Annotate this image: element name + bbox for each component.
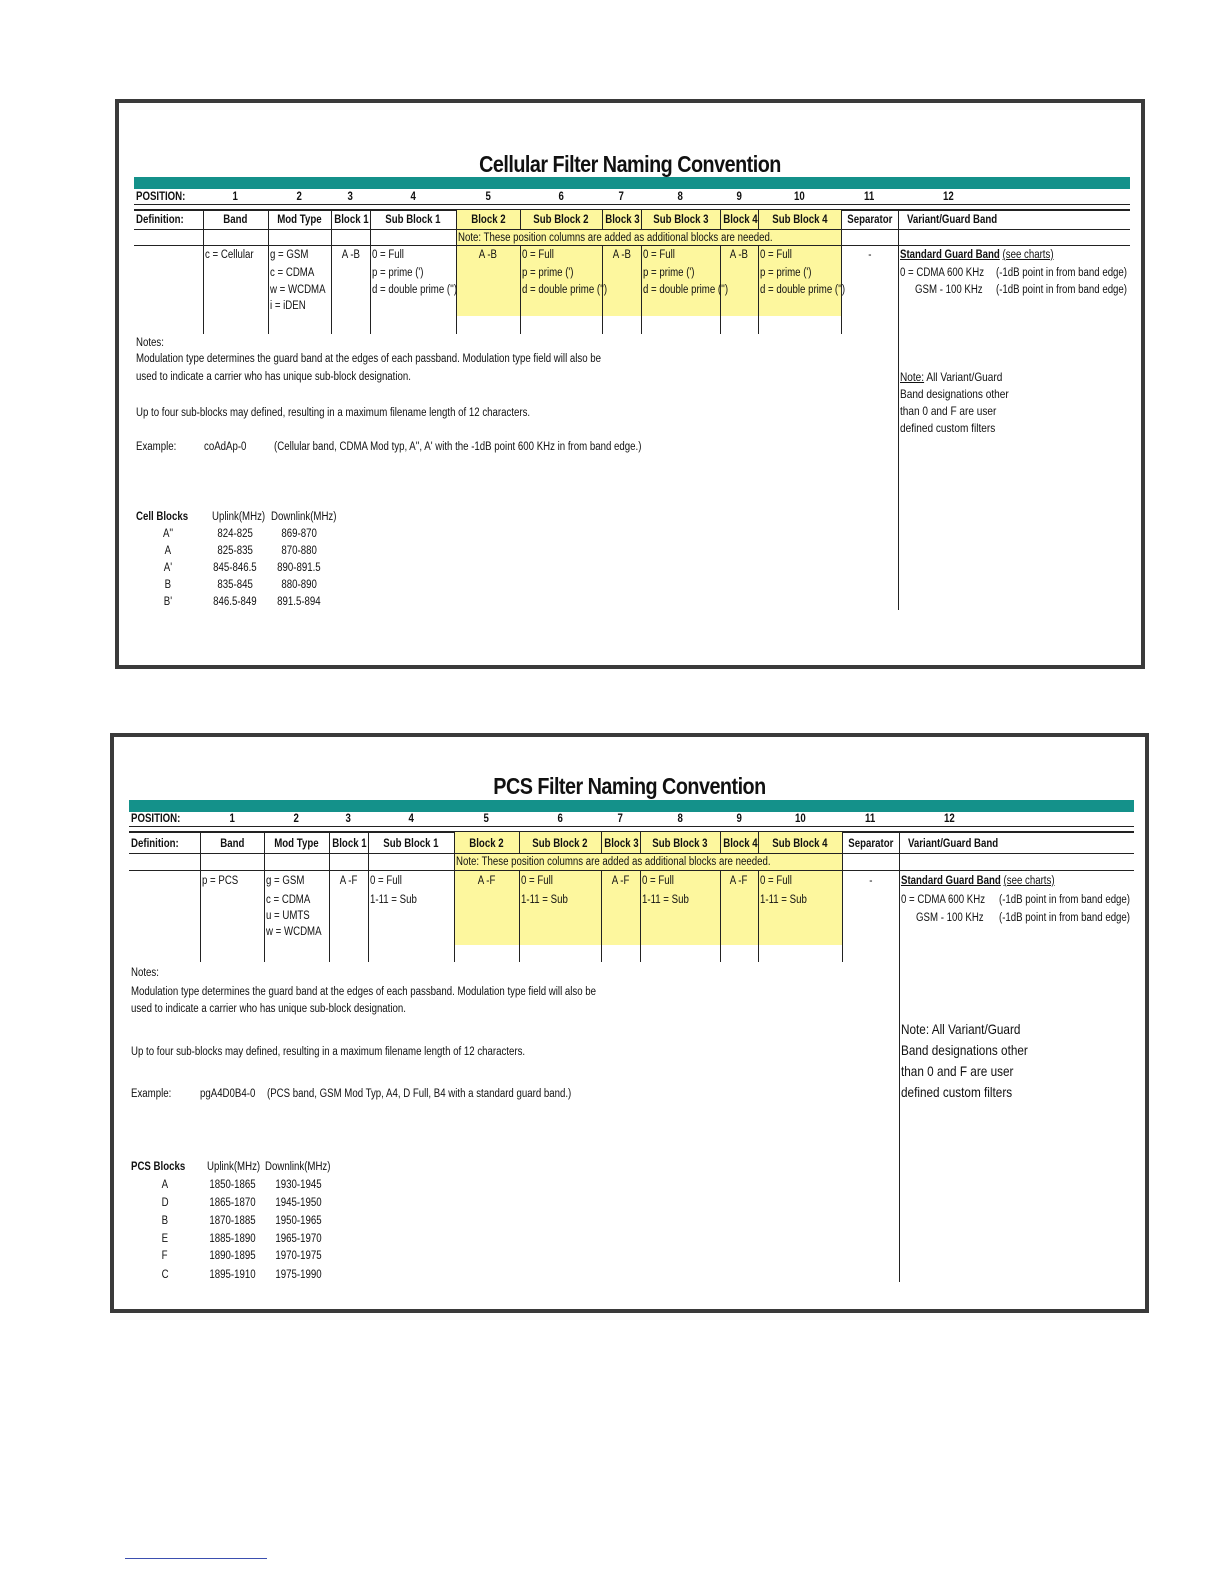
block-downlink: 1970-1975: [274, 1250, 322, 1262]
def-sub-block-3: Sub Block 3: [652, 214, 709, 226]
blocks-header: Uplink(MHz): [212, 511, 266, 523]
sub-block-3-value: p = prime ('): [643, 267, 695, 279]
def-separator: Separator: [847, 838, 894, 850]
def-block-4: Block 4: [723, 214, 758, 226]
block-uplink: 825-835: [217, 545, 253, 557]
col-divider: [899, 832, 900, 1282]
def-band: Band: [219, 838, 245, 850]
col-divider: [842, 832, 843, 962]
block-name: D: [161, 1197, 169, 1209]
position-3: 3: [347, 191, 354, 203]
teal-bar: [134, 177, 1130, 189]
def-sub-block-2: Sub Block 2: [532, 838, 588, 850]
block-name: A'': [162, 528, 174, 540]
block-uplink: 1895-1910: [208, 1269, 256, 1281]
block-downlink: 880-890: [281, 579, 317, 591]
def-block-1: Block 1: [332, 838, 367, 850]
band-value: c = Cellular: [205, 249, 254, 261]
col-divider: [454, 832, 455, 962]
block-4-value: A -F: [730, 875, 748, 887]
position-8: 8: [677, 191, 684, 203]
sub-block-2-value: 1-11 = Sub: [521, 894, 568, 906]
col-divider: [268, 210, 269, 334]
col-divider: [331, 210, 332, 334]
sub-block-1-value: d = double prime (''): [372, 284, 458, 296]
block-downlink: 1950-1965: [274, 1215, 322, 1227]
block-uplink: 1885-1890: [208, 1233, 256, 1245]
definition-label: Definition:: [131, 838, 179, 850]
footer-rule: [125, 1558, 267, 1559]
guard-row-label: GSM - 100 KHz: [916, 912, 984, 924]
guard-row-label: 0 = CDMA 600 KHz: [900, 267, 985, 279]
position-label: POSITION:: [131, 813, 181, 825]
col-divider: [758, 246, 759, 334]
sub-block-1-value: 0 = Full: [372, 249, 404, 261]
block-name: A: [161, 1179, 169, 1191]
mod-type-value: c = CDMA: [266, 894, 311, 906]
example-value: coAdAp-0: [204, 441, 247, 453]
position-12: 12: [942, 191, 954, 203]
col-divider: [898, 210, 899, 610]
block-uplink: 846.5-849: [213, 596, 257, 608]
block-name: B: [161, 1215, 169, 1227]
definition-label: Definition:: [136, 214, 184, 226]
sub-block-2-value: d = double prime (''): [522, 284, 608, 296]
sub-block-1-value: 0 = Full: [370, 875, 402, 887]
position-3: 3: [345, 813, 352, 825]
block-name: B: [164, 579, 172, 591]
blocks-header: Uplink(MHz): [207, 1161, 261, 1173]
mod-type-value: w = WCDMA: [266, 926, 322, 938]
def-mod-type: Mod Type: [277, 214, 322, 226]
position-6: 6: [558, 191, 564, 203]
rule: [134, 204, 1130, 205]
sub-block-3-value: d = double prime (''): [643, 284, 729, 296]
block-downlink: 869-870: [281, 528, 317, 540]
block-name: E: [161, 1233, 169, 1245]
col-divider: [641, 246, 642, 334]
guard-row-label: GSM - 100 KHz: [915, 284, 983, 296]
sub-block-4-value: p = prime ('): [760, 267, 812, 279]
def-sub-block-1: Sub Block 1: [383, 838, 439, 850]
block-downlink: 1975-1990: [274, 1269, 322, 1281]
def-sub-block-2: Sub Block 2: [533, 214, 589, 226]
sub-block-1-value: 1-11 = Sub: [370, 894, 417, 906]
example-description: (PCS band, GSM Mod Typ, A4, D Full, B4 with a standard guard band.): [267, 1088, 572, 1100]
position-8: 8: [677, 813, 683, 825]
col-divider: [370, 210, 371, 334]
position-9: 9: [736, 191, 742, 203]
example-value: pgA4D0B4-0: [200, 1088, 256, 1100]
notes-text: used to indicate a carrier who has unique sub-block designation.: [131, 1003, 406, 1015]
position-1: 1: [232, 191, 239, 203]
sub-block-2-value: 0 = Full: [521, 875, 553, 887]
position-2: 2: [293, 813, 300, 825]
pcs-title: PCS Filter Naming Convention: [493, 773, 766, 799]
position-10: 10: [794, 813, 806, 825]
cellular-filter-panel: [115, 99, 1145, 669]
added-columns-note: Note: These position columns are added as additional blocks are needed.: [458, 232, 773, 244]
position-1: 1: [229, 813, 235, 825]
example-label: Example:: [136, 441, 177, 453]
def-block-2: Block 2: [469, 838, 504, 850]
block-2-value: A -F: [477, 875, 496, 887]
variant-note: Note: All Variant/Guard Band designations other than 0 and F are user defined custom filters: [901, 1021, 1028, 1100]
position-5: 5: [485, 191, 491, 203]
separator-value: -: [867, 249, 872, 261]
position-9: 9: [736, 813, 742, 825]
guard-row-desc: (-1dB point in from band edge): [996, 267, 1128, 279]
block-downlink: 1945-1950: [274, 1197, 322, 1209]
block-1-value: A -B: [341, 249, 360, 261]
sub-block-4-value: 0 = Full: [760, 249, 792, 261]
block-downlink: 891.5-894: [277, 596, 321, 608]
mod-type-value: g = GSM: [270, 249, 309, 261]
col-divider: [203, 210, 204, 334]
block-name: B': [163, 596, 173, 608]
notes-text: Modulation type determines the guard band at the edges of each passband. Modulation type field will also be: [136, 353, 602, 365]
position-6: 6: [557, 813, 563, 825]
guard-row-desc: (-1dB point in from band edge): [999, 894, 1131, 906]
notes-text: Up to four sub-blocks may defined, resulting in a maximum filename length of 12 characters.: [136, 407, 531, 419]
block-uplink: 845-846.5: [213, 562, 257, 574]
block-uplink: 1890-1895: [208, 1250, 256, 1262]
guard-row-desc: (-1dB point in from band edge): [999, 912, 1131, 924]
def-block-2: Block 2: [470, 214, 506, 226]
block-name: A': [163, 562, 173, 574]
sub-block-4-value: 0 = Full: [760, 875, 792, 887]
sub-block-3-value: 0 = Full: [643, 249, 675, 261]
def-sub-block-3: Sub Block 3: [652, 838, 708, 850]
col-divider: [456, 210, 457, 334]
mod-type-value: u = UMTS: [266, 910, 310, 922]
def-separator: Separator: [846, 214, 893, 226]
guard-heading: Standard Guard Band (see charts): [900, 249, 1054, 261]
mod-type-value: g = GSM: [266, 875, 305, 887]
def-block-3: Block 3: [604, 838, 639, 850]
def-sub-block-1: Sub Block 1: [385, 214, 441, 226]
position-label: POSITION:: [136, 191, 186, 203]
block-downlink: 1965-1970: [274, 1233, 322, 1245]
position-12: 12: [943, 813, 955, 825]
col-divider: [758, 871, 759, 962]
guard-row-label: 0 = CDMA 600 KHz: [901, 894, 986, 906]
guard-row-desc: (-1dB point in from band edge): [996, 284, 1128, 296]
blocks-header: Downlink(MHz): [265, 1161, 331, 1173]
col-divider: [368, 832, 369, 962]
position-7: 7: [618, 191, 625, 203]
teal-bar: [129, 800, 1134, 812]
example-label: Example:: [131, 1088, 172, 1100]
notes-text: Modulation type determines the guard band at the edges of each passband. Modulation type field will also be: [131, 986, 597, 998]
col-divider: [640, 871, 641, 962]
position-4: 4: [410, 191, 416, 203]
band-value: p = PCS: [202, 875, 239, 887]
def-mod-type: Mod Type: [274, 838, 319, 850]
notes-label: Notes:: [131, 967, 159, 979]
def-variant-guard: Variant/Guard Band: [908, 838, 999, 850]
sub-block-4-value: d = double prime (''): [760, 284, 846, 296]
col-divider: [519, 871, 520, 962]
col-divider: [264, 832, 265, 962]
position-5: 5: [483, 813, 490, 825]
col-divider: [841, 210, 842, 334]
guard-heading: Standard Guard Band (see charts): [901, 875, 1055, 887]
block-2-value: A -B: [478, 249, 498, 261]
block-uplink: 824-825: [217, 528, 253, 540]
blocks-header: Downlink(MHz): [271, 511, 337, 523]
sub-block-4-value: 1-11 = Sub: [760, 894, 807, 906]
def-variant-guard: Variant/Guard Band: [907, 214, 998, 226]
position-4: 4: [408, 813, 414, 825]
col-divider: [200, 832, 201, 962]
cellular-title: Cellular Filter Naming Convention: [479, 151, 781, 177]
block-downlink: 890-891.5: [277, 562, 321, 574]
sub-block-3-value: 1-11 = Sub: [642, 894, 689, 906]
col-divider: [329, 832, 330, 962]
variant-note: Note: All Variant/Guard Band designations other than 0 and F are user defined custom filters: [900, 370, 1009, 435]
block-1-value: A -F: [339, 875, 358, 887]
position-2: 2: [296, 191, 303, 203]
col-divider: [520, 246, 521, 334]
sub-block-1-value: p = prime ('): [372, 267, 424, 279]
mod-type-value: c = CDMA: [270, 267, 315, 279]
added-columns-note: Note: These position columns are added as additional blocks are needed.: [456, 856, 771, 868]
def-block-4: Block 4: [723, 838, 758, 850]
block-downlink: 870-880: [281, 545, 317, 557]
block-uplink: 1865-1870: [208, 1197, 256, 1209]
block-name: C: [161, 1269, 169, 1281]
def-block-3: Block 3: [605, 214, 640, 226]
rule: [129, 826, 1134, 827]
block-4-value: A -B: [729, 249, 749, 261]
blocks-header: Cell Blocks: [136, 511, 189, 523]
block-uplink: 1850-1865: [208, 1179, 256, 1191]
notes-label: Notes:: [136, 337, 164, 349]
separator-value: -: [868, 875, 873, 887]
block-name: A: [164, 545, 172, 557]
sub-block-2-value: 0 = Full: [522, 249, 554, 261]
block-downlink: 1930-1945: [274, 1179, 322, 1191]
mod-type-value: i = iDEN: [270, 300, 306, 312]
def-sub-block-4: Sub Block 4: [771, 214, 828, 226]
pcs-filter-panel: [110, 733, 1149, 1313]
sub-block-3-value: 0 = Full: [642, 875, 674, 887]
notes-text: used to indicate a carrier who has unique sub-block designation.: [136, 371, 411, 383]
position-11: 11: [864, 191, 875, 203]
block-3-value: A -F: [611, 875, 630, 887]
position-7: 7: [617, 813, 624, 825]
def-band: Band: [223, 214, 248, 226]
block-3-value: A -B: [612, 249, 631, 261]
mod-type-value: w = WCDMA: [270, 284, 326, 296]
blocks-header: PCS Blocks: [131, 1161, 186, 1173]
def-sub-block-4: Sub Block 4: [772, 838, 828, 850]
example-description: (Cellular band, CDMA Mod typ, A'', A' with the -1dB point 600 KHz in from band edge.): [274, 441, 642, 453]
position-11: 11: [865, 813, 876, 825]
sub-block-2-value: p = prime ('): [522, 267, 574, 279]
block-uplink: 1870-1885: [208, 1215, 256, 1227]
block-uplink: 835-845: [217, 579, 253, 591]
def-block-1: Block 1: [334, 214, 369, 226]
position-10: 10: [794, 191, 805, 203]
block-name: F: [162, 1250, 168, 1262]
notes-text: Up to four sub-blocks may defined, resulting in a maximum filename length of 12 characters.: [131, 1046, 526, 1058]
